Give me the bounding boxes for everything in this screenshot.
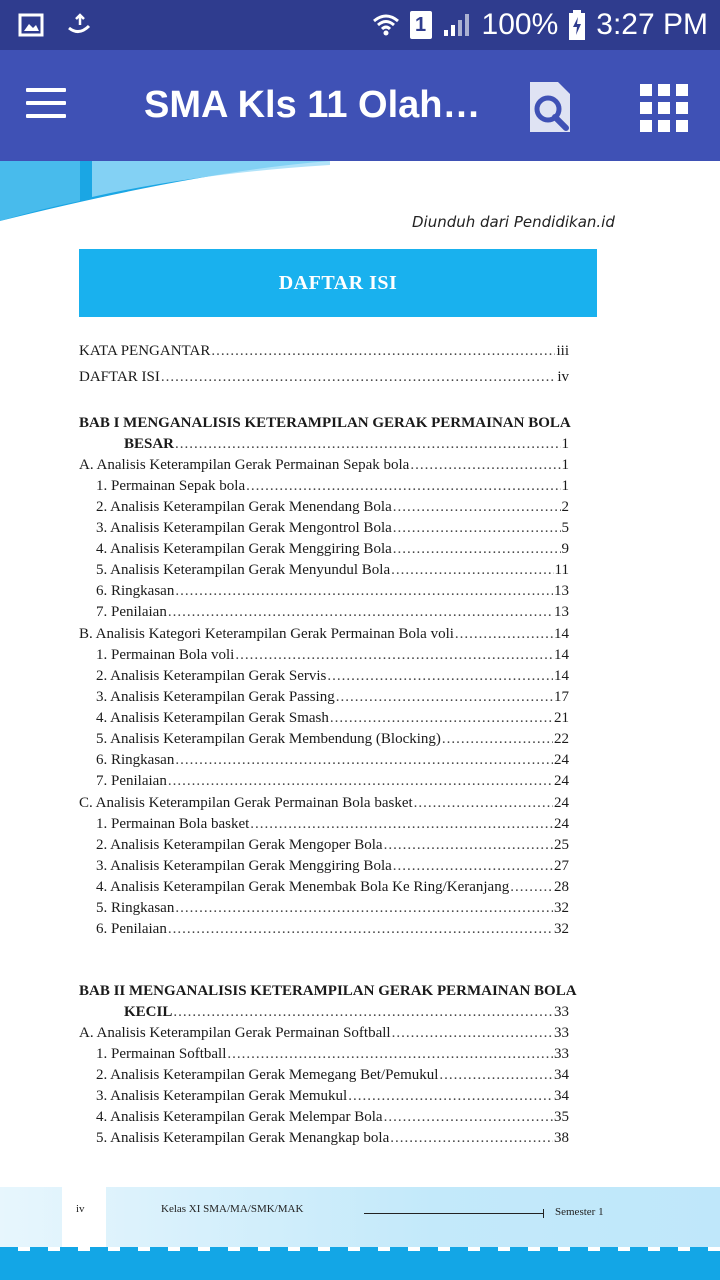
toc-entry[interactable]: [79, 666, 569, 687]
gallery-notification-icon: [18, 12, 44, 38]
toc-title: DAFTAR ISI: [278, 271, 398, 294]
toc-entry-label: 6. Penilaian: [96, 921, 167, 937]
toc-entry[interactable]: [79, 729, 569, 750]
toc-entry[interactable]: [79, 1065, 569, 1086]
toc-entry-page: 28: [554, 879, 569, 895]
toc-entry-label: 4. Analisis Keterampilan Gerak Melempar Bola: [96, 1109, 383, 1125]
toc-entry-label: 2. Analisis Keterampilan Gerak Memegang Bet/Pemukul: [96, 1067, 439, 1083]
toc-entry-page: 24: [554, 816, 569, 832]
toc-entry[interactable]: [79, 1023, 569, 1044]
toc-entry-label: 5. Analisis Keterampilan Gerak Membendung (Blocking): [96, 731, 441, 747]
toc-entry-page: 1: [561, 478, 569, 494]
toc-entry-page: 21: [554, 710, 569, 726]
toc-entry-page: 5: [561, 520, 569, 536]
toc-entry-page: 22: [554, 731, 569, 747]
app-title: SMA Kls 11 Olah…: [144, 84, 481, 126]
toc-entry-page: 13: [554, 604, 569, 620]
toc-entry-label: 3. Analisis Keterampilan Gerak Memukul: [96, 1088, 348, 1104]
toc-entry-page: 2: [561, 499, 569, 515]
toc-chapter-2: [79, 981, 577, 1149]
page-footer: [0, 1187, 720, 1280]
toc-entry-label: 2. Analisis Keterampilan Gerak Mengoper Bola: [96, 837, 383, 853]
toc-entry[interactable]: [79, 1107, 569, 1128]
footer-semester: Semester 1: [555, 1206, 604, 1218]
toc-entry[interactable]: [79, 560, 569, 581]
toc-entry-page: 33: [554, 1046, 569, 1062]
toc-entry[interactable]: DAFTAR ISI ..... iv: [79, 367, 569, 388]
toc-entry[interactable]: [79, 898, 569, 919]
toc-entry[interactable]: [79, 1128, 569, 1149]
toc-entry-page: 35: [554, 1109, 569, 1125]
toc-entry-page: 24: [554, 795, 569, 811]
toc-entry-label: A. Analisis Keterampilan Gerak Permainan Sepak bola: [79, 457, 410, 473]
hamburger-icon: [26, 88, 66, 92]
toc-entry-label: 5. Analisis Keterampilan Gerak Menyundul Bola: [96, 562, 391, 578]
search-document-icon[interactable]: [524, 80, 576, 134]
signal-icon: [442, 12, 472, 38]
toc-entry-page: 32: [554, 900, 569, 916]
chapter-1-entries: [79, 455, 569, 940]
grid-icon: [640, 84, 652, 96]
toc-entry-label: 1. Permainan Bola voli: [96, 647, 235, 663]
toc-entry-label: 3. Analisis Keterampilan Gerak Passing: [96, 689, 335, 705]
toc-entry[interactable]: [79, 602, 569, 623]
toc-entry-label: A. Analisis Keterampilan Gerak Permainan Softball: [79, 1025, 391, 1041]
toc-entry-page: 27: [554, 858, 569, 874]
toc-entry[interactable]: [79, 835, 569, 856]
toc-entry-page: 25: [554, 837, 569, 853]
toc-entry[interactable]: [79, 1086, 569, 1107]
toc-entry-page: 34: [554, 1088, 569, 1104]
toc-entry-label: 7. Penilaian: [96, 604, 167, 620]
toc-entry-label: 5. Analisis Keterampilan Gerak Menangkap bola: [96, 1130, 390, 1146]
document-page[interactable]: [0, 161, 720, 1280]
toc-entry-label: 6. Ringkasan: [96, 583, 175, 599]
toc-entry[interactable]: [79, 539, 569, 560]
toc-entry-page: 17: [554, 689, 569, 705]
toc-entry-page: 13: [554, 583, 569, 599]
toc-entry-label: 2. Analisis Keterampilan Gerak Servis: [96, 668, 327, 684]
footer-page-number: iv: [62, 1187, 106, 1249]
toc-entry-page: 14: [554, 626, 569, 642]
toc-entry[interactable]: [79, 581, 569, 602]
chapter-heading-cont[interactable]: BESAR ..... 1: [79, 434, 569, 455]
toc-entry[interactable]: [79, 856, 569, 877]
toc-entry-page: 11: [554, 562, 569, 578]
footer-dash-line: [0, 1247, 720, 1251]
toc-title-banner: [79, 249, 597, 317]
toc-entry[interactable]: [79, 1044, 569, 1065]
toc-entry[interactable]: KATA PENGANTAR ..... iii: [79, 341, 569, 362]
toc-entry-label: 3. Analisis Keterampilan Gerak Menggiring Bola: [96, 858, 392, 874]
toc-entry-label: 7. Penilaian: [96, 773, 167, 789]
download-source-note: Diunduh dari Pendidikan.id: [412, 213, 615, 231]
footer-class-label: Kelas XI SMA/MA/SMK/MAK: [161, 1203, 304, 1215]
toc-entry-page: 24: [554, 752, 569, 768]
hamburger-line: [26, 101, 66, 105]
footer-bar: [0, 1187, 720, 1249]
toc-entry[interactable]: [79, 476, 569, 497]
toc-entry[interactable]: [79, 919, 569, 940]
apps-grid-button[interactable]: [640, 84, 688, 132]
toc-entry[interactable]: [79, 645, 569, 666]
toc-entry-label: 4. Analisis Keterampilan Gerak Menggiring Bola: [96, 541, 392, 557]
chapter-heading[interactable]: BAB II MENGANALISIS KETERAMPILAN GERAK PERMAINAN BOLA: [79, 983, 577, 999]
toc-entry[interactable]: [79, 624, 569, 645]
toc-entry-label: C. Analisis Keterampilan Gerak Permainan Bola basket: [79, 795, 413, 811]
toc-entry[interactable]: [79, 497, 569, 518]
toc-entry-page: 33: [554, 1025, 569, 1041]
toc-entry-page: 14: [554, 647, 569, 663]
toc-entry[interactable]: [79, 687, 569, 708]
toc-entry-label: 2. Analisis Keterampilan Gerak Menendang Bola: [96, 499, 392, 515]
clock: 3:27 PM: [596, 8, 708, 41]
toc-entry[interactable]: [79, 793, 569, 814]
toc-entry-page: 38: [554, 1130, 569, 1146]
chapter-2-entries: [79, 1023, 569, 1149]
toc-entry[interactable]: [79, 771, 569, 792]
toc-entry-page: 1: [561, 457, 569, 473]
toc-entry[interactable]: [79, 750, 569, 771]
toc-entry-label: 4. Analisis Keterampilan Gerak Menembak Bola Ke Ring/Keranjang: [96, 879, 510, 895]
chapter-heading[interactable]: BAB I MENGANALISIS KETERAMPILAN GERAK PERMAINAN BOLA: [79, 415, 571, 431]
toc-chapter-1: [79, 413, 569, 940]
toc-front-matter: [79, 341, 569, 388]
toc-entry[interactable]: [79, 708, 569, 729]
chapter-heading-cont[interactable]: KECIL ..... 33: [79, 1002, 569, 1023]
app-bar: [0, 50, 720, 161]
toc-entry-label: 5. Ringkasan: [96, 900, 175, 916]
toc-entry-label: 6. Ringkasan: [96, 752, 175, 768]
toc-entry-label: 1. Permainan Bola basket: [96, 816, 250, 832]
toc-entry[interactable]: [79, 455, 569, 476]
menu-button[interactable]: [26, 88, 66, 122]
download-notification-icon: [66, 12, 92, 38]
battery-percent: 100%: [481, 8, 559, 41]
sim-icon: 1: [410, 11, 432, 39]
toc-entry-label: 1. Permainan Sepak bola: [96, 478, 246, 494]
toc-entry-label: 4. Analisis Keterampilan Gerak Smash: [96, 710, 329, 726]
toc-entry[interactable]: [79, 518, 569, 539]
footer-wave: [0, 1249, 720, 1280]
toc-entry[interactable]: [79, 877, 569, 898]
toc-entry-page: 32: [554, 921, 569, 937]
toc-entry-page: 24: [554, 773, 569, 789]
toc-entry-page: 9: [561, 541, 569, 557]
footer-divider: [364, 1213, 544, 1214]
wifi-icon: [372, 12, 400, 38]
hamburger-line: [26, 114, 66, 118]
toc-entry-page: 14: [554, 668, 569, 684]
toc-entry-label: B. Analisis Kategori Keterampilan Gerak Permainan Bola voli: [79, 626, 454, 642]
toc-entry[interactable]: [79, 814, 569, 835]
battery-charging-icon: [568, 10, 586, 40]
toc-entry-label: 3. Analisis Keterampilan Gerak Mengontrol Bola: [96, 520, 392, 536]
toc-entry-page: 34: [554, 1067, 569, 1083]
status-bar: [0, 0, 720, 50]
toc-entry-label: 1. Permainan Softball: [96, 1046, 227, 1062]
